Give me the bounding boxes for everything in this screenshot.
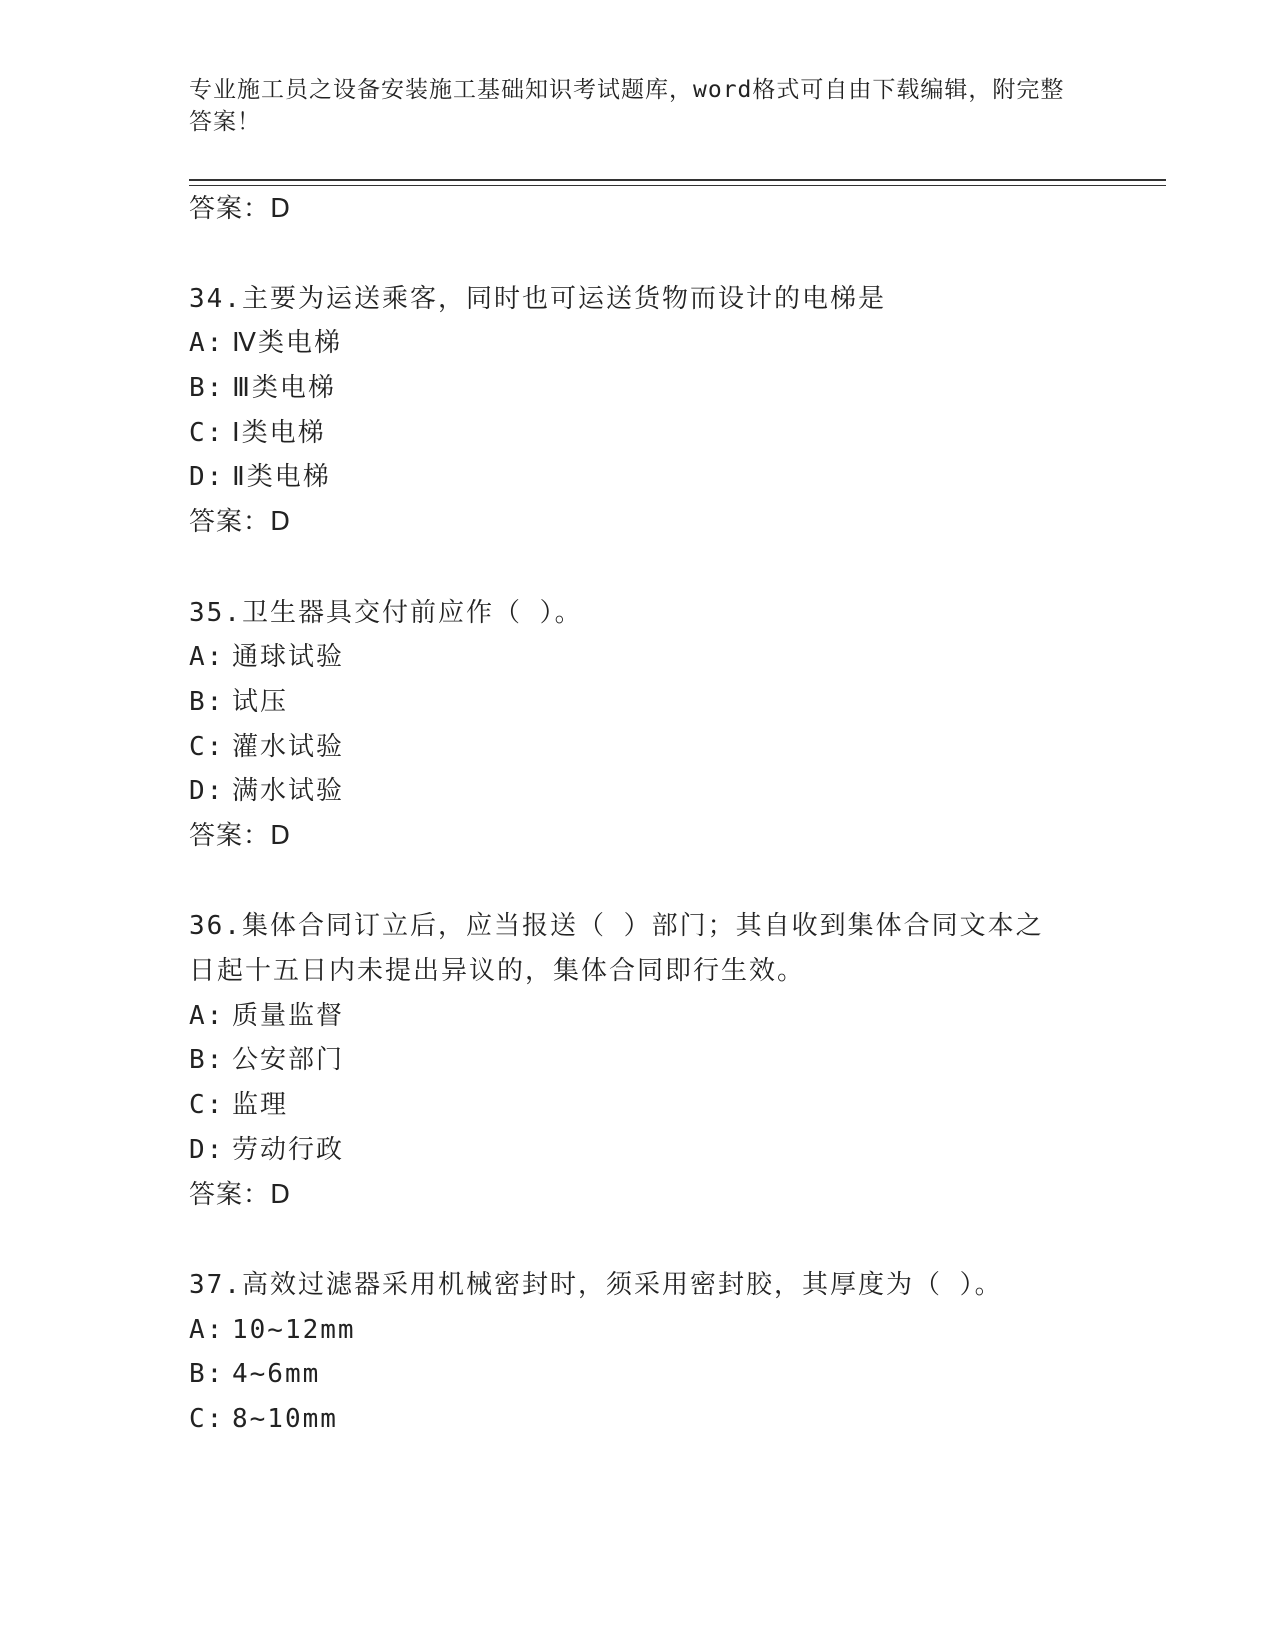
option-label: C: [189,732,225,762]
option-text: Ⅳ类电梯 [232,328,342,358]
answer-33: 答案：D [189,194,292,224]
question-34-answer: 答案：D [189,507,292,537]
question-37-option-c [189,1403,338,1435]
question-36-stem-line-1: 36.集体合同订立后，应当报送（ ）部门；其自收到集体合同文本之 [189,911,1044,941]
option-text: 灌水试验 [232,732,345,762]
option-text: Ⅰ类电梯 [232,418,326,448]
option-label: C: [189,1090,225,1120]
option-text: 通球试验 [232,642,345,672]
question-35-stem: 35.卫生器具交付前应作（ ）。 [189,598,583,628]
option-text: Ⅲ类电梯 [232,373,336,403]
option-label: A: [189,1315,225,1345]
question-34-option-d [189,461,331,493]
question-34-option-c [189,417,326,449]
question-34-option-a [189,327,342,359]
option-label: D: [189,776,225,806]
question-34-option-b [189,372,336,404]
header-divider-thick [189,179,1166,181]
option-label: A: [189,1001,225,1031]
option-label: B: [189,687,225,717]
option-text: 质量监督 [232,1001,345,1031]
option-label: B: [189,1359,225,1389]
question-36-option-a [189,1000,344,1032]
question-37-option-a [189,1314,356,1346]
option-text: Ⅱ类电梯 [232,462,331,492]
option-text: 8~10mm [232,1404,338,1434]
question-36-option-d [189,1134,344,1166]
question-36-answer: 答案：D [189,1180,292,1210]
question-37-stem: 37.高效过滤器采用机械密封时，须采用密封胶，其厚度为（ ）。 [189,1270,1003,1300]
question-37-option-b [189,1358,320,1390]
option-label: A: [189,328,225,358]
option-text: 满水试验 [232,776,345,806]
question-35-option-b [189,686,288,718]
question-36-option-c [189,1089,288,1121]
option-text: 公安部门 [232,1045,345,1075]
question-35-answer: 答案：D [189,821,292,851]
option-text: 10~12mm [232,1315,356,1345]
question-36-stem-line-2: 日起十五日内未提出异议的，集体合同即行生效。 [189,956,806,986]
option-label: D: [189,462,225,492]
question-36-option-b [189,1044,344,1076]
header-divider-thin [189,185,1166,186]
option-label: C: [189,1404,225,1434]
option-label: B: [189,1045,225,1075]
option-text: 监理 [232,1090,289,1120]
document-header: 专业施工员之设备安装施工基础知识考试题库，word格式可自由下载编辑，附完整答案！ [189,77,1065,135]
question-34-stem: 34.主要为运送乘客，同时也可运送货物而设计的电梯是 [189,284,886,314]
option-text: 4~6mm [232,1359,321,1389]
option-label: B: [189,373,225,403]
option-label: D: [189,1135,225,1165]
question-35-option-a [189,641,344,673]
option-label: C: [189,418,225,448]
question-35-option-d [189,775,344,807]
option-text: 劳动行政 [232,1135,345,1165]
option-text: 试压 [232,687,289,717]
question-35-option-c [189,731,344,763]
option-label: A: [189,642,225,672]
